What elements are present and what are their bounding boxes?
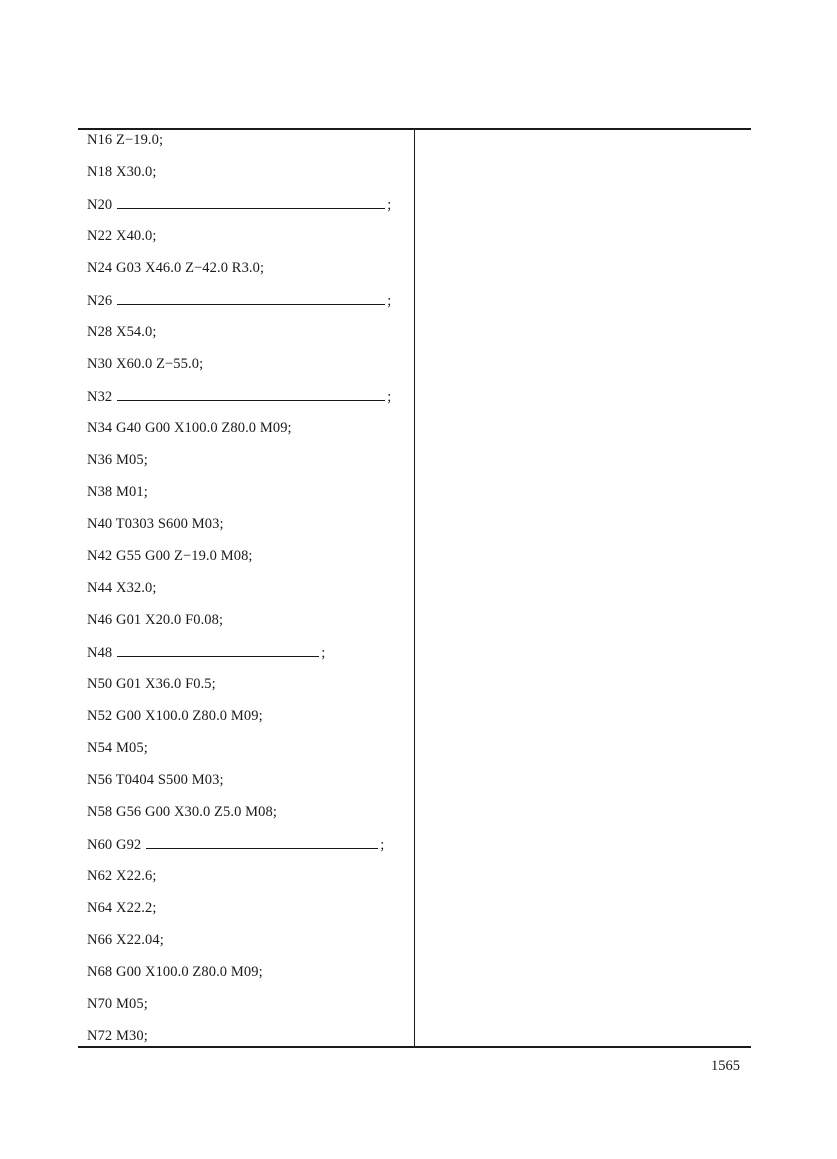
code-line-n38: N38 M01; <box>87 484 148 500</box>
code-line-n56: N56 T0404 S500 M03; <box>87 772 224 788</box>
code-line-n32 <box>87 386 391 406</box>
code-line-n66: N66 X22.04; <box>87 932 164 948</box>
line-semicolon: ; <box>387 197 392 213</box>
code-line-n44: N44 X32.0; <box>87 580 157 596</box>
code-line-n58: N58 G56 G00 X30.0 Z5.0 M08; <box>87 804 277 820</box>
code-line-n54: N54 M05; <box>87 740 148 756</box>
code-line-n62: N62 X22.6; <box>87 868 157 884</box>
code-line-n30: N30 X60.0 Z−55.0; <box>87 356 204 372</box>
code-line-n52: N52 G00 X100.0 Z80.0 M09; <box>87 708 263 724</box>
code-line-n46: N46 G01 X20.0 F0.08; <box>87 612 224 628</box>
code-line-n28: N28 X54.0; <box>87 324 157 340</box>
code-line-n16: N16 Z−19.0; <box>87 132 164 148</box>
fill-in-blank[interactable] <box>146 834 378 849</box>
line-prefix: N60 G92 <box>87 837 142 853</box>
fill-in-blank[interactable] <box>117 386 385 401</box>
line-prefix: N32 <box>87 389 113 405</box>
code-line-n36: N36 M05; <box>87 452 148 468</box>
code-line-n72: N72 M30; <box>87 1028 148 1044</box>
code-line-n68: N68 G00 X100.0 Z80.0 M09; <box>87 964 263 980</box>
code-line-n50: N50 G01 X36.0 F0.5; <box>87 676 216 692</box>
code-line-n20 <box>87 194 391 214</box>
code-line-n42: N42 G55 G00 Z−19.0 M08; <box>87 548 253 564</box>
code-line-n40: N40 T0303 S600 M03; <box>87 516 224 532</box>
line-semicolon: ; <box>387 389 392 405</box>
column-divider <box>414 128 415 1048</box>
code-line-n22: N22 X40.0; <box>87 228 157 244</box>
code-line-n48 <box>87 642 325 662</box>
line-prefix: N26 <box>87 293 113 309</box>
line-semicolon: ; <box>387 293 392 309</box>
line-prefix: N48 <box>87 645 113 661</box>
code-line-n24: N24 G03 X46.0 Z−42.0 R3.0; <box>87 260 265 276</box>
code-line-n34: N34 G40 G00 X100.0 Z80.0 M09; <box>87 420 292 436</box>
line-semicolon: ; <box>321 645 326 661</box>
notes-column <box>416 130 749 1046</box>
code-line-n18: N18 X30.0; <box>87 164 157 180</box>
fill-in-blank[interactable] <box>117 290 385 305</box>
line-prefix: N20 <box>87 197 113 213</box>
page-number: 1565 <box>711 1058 740 1074</box>
code-line-n60 <box>87 834 384 854</box>
fill-in-blank[interactable] <box>117 642 319 657</box>
code-line-n70: N70 M05; <box>87 996 148 1012</box>
code-line-n64: N64 X22.2; <box>87 900 157 916</box>
code-line-n26 <box>87 290 391 310</box>
fill-in-blank[interactable] <box>117 194 385 209</box>
line-semicolon: ; <box>380 837 385 853</box>
